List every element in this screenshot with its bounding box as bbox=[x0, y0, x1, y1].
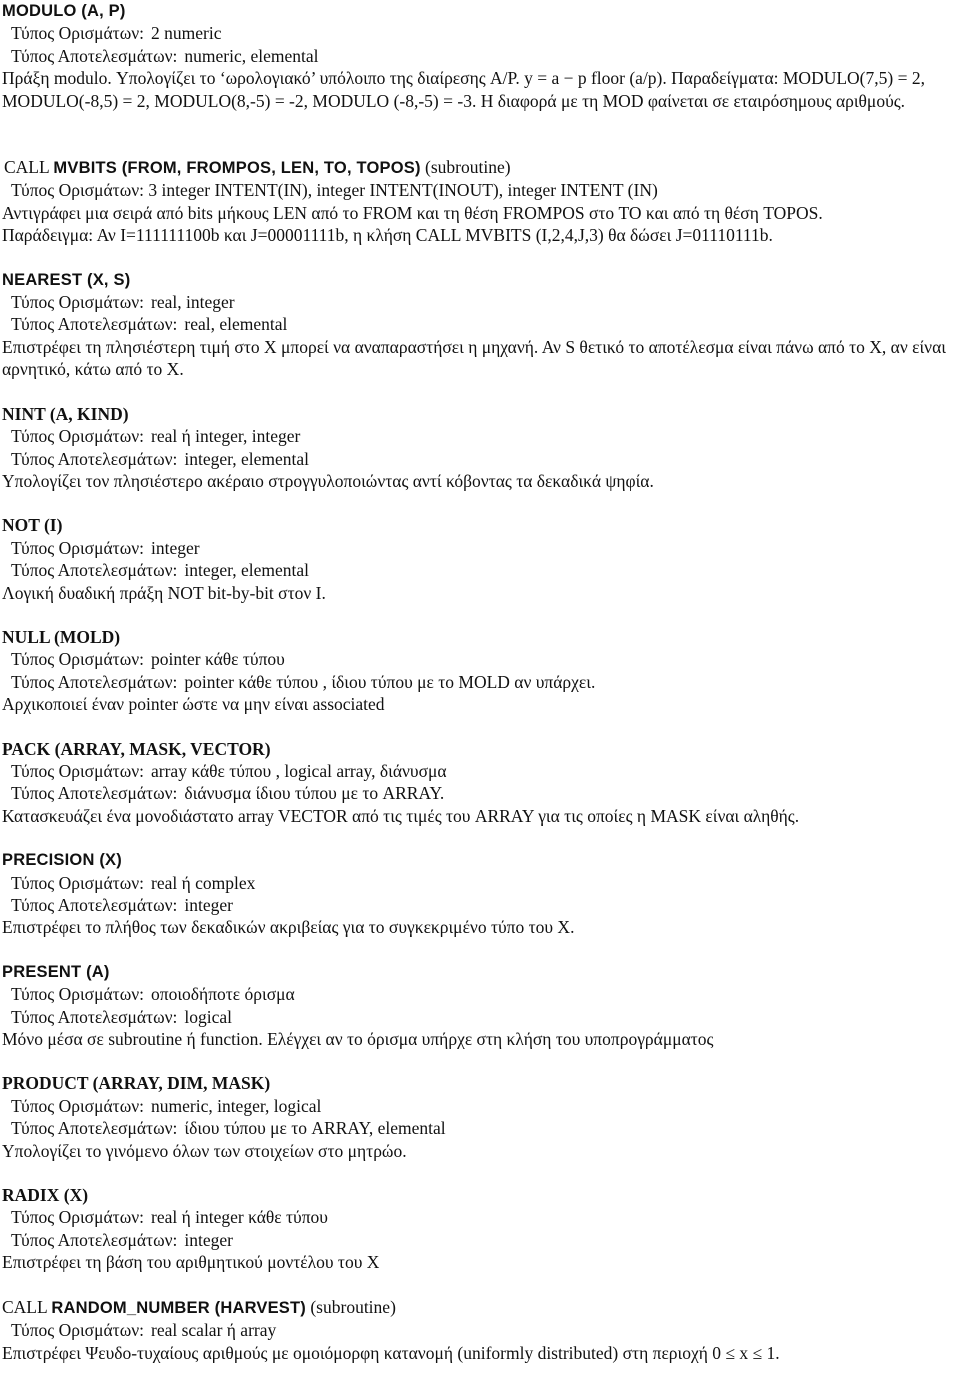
argument-type-value: numeric, integer, logical bbox=[151, 1095, 322, 1116]
argument-type-label: Τύπος Ορισμάτων: bbox=[11, 984, 144, 1005]
result-type-value: integer, elemental bbox=[184, 448, 310, 469]
result-type-label: Τύπος Αποτελεσμάτων: bbox=[11, 314, 178, 335]
function-title: PRODUCT (ARRAY, DIM, MASK) bbox=[2, 1073, 271, 1094]
function-title: PACK (ARRAY, MASK, VECTOR) bbox=[2, 738, 271, 759]
argument-type-label: Τύπος Ορισμάτων: bbox=[11, 180, 144, 201]
entry-precision bbox=[2, 849, 960, 939]
result-type-line bbox=[2, 313, 960, 335]
function-description: Λογική δυαδική πράξη NOT bit-by-bit στον I. bbox=[2, 582, 326, 603]
result-type-label: Τύπος Αποτελεσμάτων: bbox=[11, 45, 178, 66]
argument-type-label: Τύπος Ορισμάτων: bbox=[11, 1320, 144, 1341]
function-title: NEAREST (X, S) bbox=[2, 270, 131, 289]
subroutine-suffix: (subroutine) bbox=[310, 1296, 396, 1317]
function-description: Αντιγράφει μια σειρά από bits μήκους LEN από το FROM και τη θέση FROMPOS στο TO και από τη θέση TOPOS. bbox=[2, 202, 823, 223]
argument-type-line bbox=[2, 983, 960, 1005]
argument-type-line bbox=[2, 425, 960, 447]
result-type-value: διάνυσμα ίδιου τύπου με το ARRAY. bbox=[184, 783, 445, 804]
argument-type-line bbox=[2, 760, 960, 782]
function-description: Επιστρέφει τη βάση του αριθμητικού μοντέλου του X bbox=[2, 1252, 380, 1273]
function-title: NINT (A, KIND) bbox=[2, 403, 129, 424]
function-title: MODULO (A, P) bbox=[2, 2, 126, 20]
argument-type-value: οποιοδήποτε όρισμα bbox=[151, 984, 295, 1005]
argument-type-label: Τύπος Ορισμάτων: bbox=[11, 23, 144, 44]
function-description: Μόνο μέσα σε subroutine ή function. Ελέγχει αν το όρισμα υπήρχε στη κλήση του υποπρογράμματος bbox=[2, 1029, 714, 1050]
function-title: MVBITS (FROM, FROMPOS, LEN, TO, TOPOS) bbox=[53, 159, 421, 178]
entry-mvbits bbox=[2, 156, 960, 247]
function-description: Αρχικοποιεί έναν pointer ώστε να μην είναι associated bbox=[2, 694, 385, 715]
argument-type-value: real, integer bbox=[151, 292, 235, 313]
argument-type-label: Τύπος Ορισμάτων: bbox=[11, 1095, 144, 1116]
entry-random-number bbox=[2, 1296, 960, 1364]
argument-type-line bbox=[2, 179, 960, 201]
argument-type-line bbox=[2, 537, 960, 559]
call-prefix: CALL bbox=[2, 1296, 48, 1317]
result-type-value: logical bbox=[184, 1006, 233, 1027]
entry-pack bbox=[2, 738, 960, 828]
result-type-label: Τύπος Αποτελεσμάτων: bbox=[11, 1118, 178, 1139]
argument-type-value: real scalar ή array bbox=[151, 1320, 277, 1341]
result-type-line bbox=[2, 559, 960, 581]
result-type-line bbox=[2, 782, 960, 804]
argument-type-value: real ή integer, integer bbox=[151, 426, 301, 447]
function-description: Υπολογίζει το γινόμενο όλων των στοιχείων στο μητρώο. bbox=[2, 1140, 407, 1161]
function-title: PRESENT (A) bbox=[2, 962, 110, 981]
argument-type-line bbox=[2, 1095, 960, 1117]
result-type-value: numeric, elemental bbox=[184, 45, 319, 66]
entry-radix bbox=[2, 1184, 960, 1274]
result-type-value: real, elemental bbox=[184, 314, 288, 335]
subroutine-suffix: (subroutine) bbox=[425, 157, 511, 178]
result-type-label: Τύπος Αποτελεσμάτων: bbox=[11, 783, 178, 804]
argument-type-label: Τύπος Ορισμάτων: bbox=[11, 292, 144, 313]
argument-type-value: 3 integer INTENT(IN), integer INTENT(INOUT), integer INTENT (IN) bbox=[148, 180, 658, 201]
argument-type-line bbox=[2, 872, 960, 894]
result-type-label: Τύπος Αποτελεσμάτων: bbox=[11, 1006, 178, 1027]
result-type-label: Τύπος Αποτελεσμάτων: bbox=[11, 560, 178, 581]
argument-type-value: integer bbox=[151, 537, 200, 558]
function-description: Υπολογίζει τον πλησιέστερο ακέραιο στρογγυλοποιώντας αντί κόβοντας τα δεκαδικά ψηφία. bbox=[2, 470, 654, 491]
argument-type-label: Τύπος Ορισμάτων: bbox=[11, 872, 144, 893]
function-description: Επιστρέφει τη πλησιέστερη τιμή στο X μπορεί να αναπαραστήσει η μηχανή. Αν S θετικό το αποτέλεσμα είναι πάνω από το X, αν είναι αρνητικό, κάτω από το X. bbox=[2, 336, 946, 380]
result-type-value: integer bbox=[184, 1229, 233, 1250]
function-heading bbox=[2, 156, 960, 179]
result-type-label: Τύπος Αποτελεσμάτων: bbox=[11, 895, 178, 915]
entry-nint bbox=[2, 403, 960, 493]
argument-type-line bbox=[2, 1319, 960, 1341]
argument-type-label: Τύπος Ορισμάτων: bbox=[11, 1207, 144, 1228]
result-type-line bbox=[2, 1229, 960, 1251]
function-title: RADIX (X) bbox=[2, 1185, 89, 1206]
argument-type-label: Τύπος Ορισμάτων: bbox=[11, 649, 144, 670]
argument-type-line bbox=[2, 22, 960, 44]
result-type-line bbox=[2, 1117, 960, 1139]
function-description: Επιστρέφει το πλήθος των δεκαδικών ακριβείας για το συγκεκριμένο τύπο του X. bbox=[2, 917, 575, 938]
result-type-value: integer bbox=[184, 895, 233, 915]
entry-present bbox=[2, 961, 960, 1051]
result-type-value: pointer κάθε τύπου , ίδιου τύπου με το MOLD αν υπάρχει. bbox=[184, 671, 596, 692]
result-type-value: integer, elemental bbox=[184, 560, 310, 581]
argument-type-line bbox=[2, 1206, 960, 1228]
result-type-label: Τύπος Αποτελεσμάτων: bbox=[11, 671, 178, 692]
argument-type-value: real ή complex bbox=[151, 872, 256, 893]
function-example: Παράδειγμα: Αν I=111111100b και J=00001111b, η κλήση CALL MVBITS (I,2,4,J,3) θα δώσει J=01110111b. bbox=[2, 225, 773, 246]
entry-modulo bbox=[2, 0, 960, 112]
function-description: Πράξη modulo. Υπολογίζει το ‘ωρολογιακό’ υπόλοιπο της διαίρεσης A/P. y = a − p floor (a/p). Παραδείγματα: MODULO(7,5) = 2, MODULO(-8,5) = 2, MODULO(8,-5) = -2, MODULO (-8,-5) = -3. Η διαφορά με τη MOD φαίνεται σε εταιρόσημους αριθμούς. bbox=[2, 68, 925, 111]
result-type-label: Τύπος Αποτελεσμάτων: bbox=[11, 1229, 178, 1250]
function-title: PRECISION (X) bbox=[2, 851, 122, 870]
function-heading bbox=[2, 1296, 960, 1319]
argument-type-value: real ή integer κάθε τύπου bbox=[151, 1207, 328, 1228]
argument-type-line bbox=[2, 291, 960, 313]
argument-type-value: array κάθε τύπου , logical array, διάνυσμα bbox=[151, 760, 447, 781]
entry-null bbox=[2, 626, 960, 716]
function-title: RANDOM_NUMBER (HARVEST) bbox=[51, 1298, 306, 1317]
argument-type-value: 2 numeric bbox=[151, 23, 222, 44]
result-type-label: Τύπος Αποτελεσμάτων: bbox=[11, 448, 178, 469]
result-type-line bbox=[2, 45, 960, 67]
argument-type-line bbox=[2, 648, 960, 670]
result-type-line bbox=[2, 448, 960, 470]
function-description: Επιστρέφει Ψευδο-τυχαίους αριθμούς με ομοιόμορφη κατανομή (uniformly distributed) στη περιοχή 0 ≤ x ≤ 1. bbox=[2, 1342, 780, 1363]
argument-type-value: pointer κάθε τύπου bbox=[151, 649, 285, 670]
argument-type-label: Τύπος Ορισμάτων: bbox=[11, 537, 144, 558]
argument-type-label: Τύπος Ορισμάτων: bbox=[11, 760, 144, 781]
call-prefix: CALL bbox=[4, 157, 50, 178]
entry-product bbox=[2, 1072, 960, 1162]
argument-type-label: Τύπος Ορισμάτων: bbox=[11, 426, 144, 447]
function-description: Κατασκευάζει ένα μονοδιάστατο array VECTOR από τις τιμές του ARRAY για τις οποίες η MASK είναι αληθής. bbox=[2, 805, 800, 826]
result-type-line bbox=[2, 894, 960, 916]
result-type-line bbox=[2, 671, 960, 693]
result-type-value: ίδιου τύπου με το ARRAY, elemental bbox=[184, 1118, 446, 1139]
entry-nearest bbox=[2, 269, 960, 381]
function-title: NOT (I) bbox=[2, 515, 63, 536]
entry-not bbox=[2, 514, 960, 604]
function-title: NULL (MOLD) bbox=[2, 626, 121, 647]
result-type-line bbox=[2, 1006, 960, 1028]
